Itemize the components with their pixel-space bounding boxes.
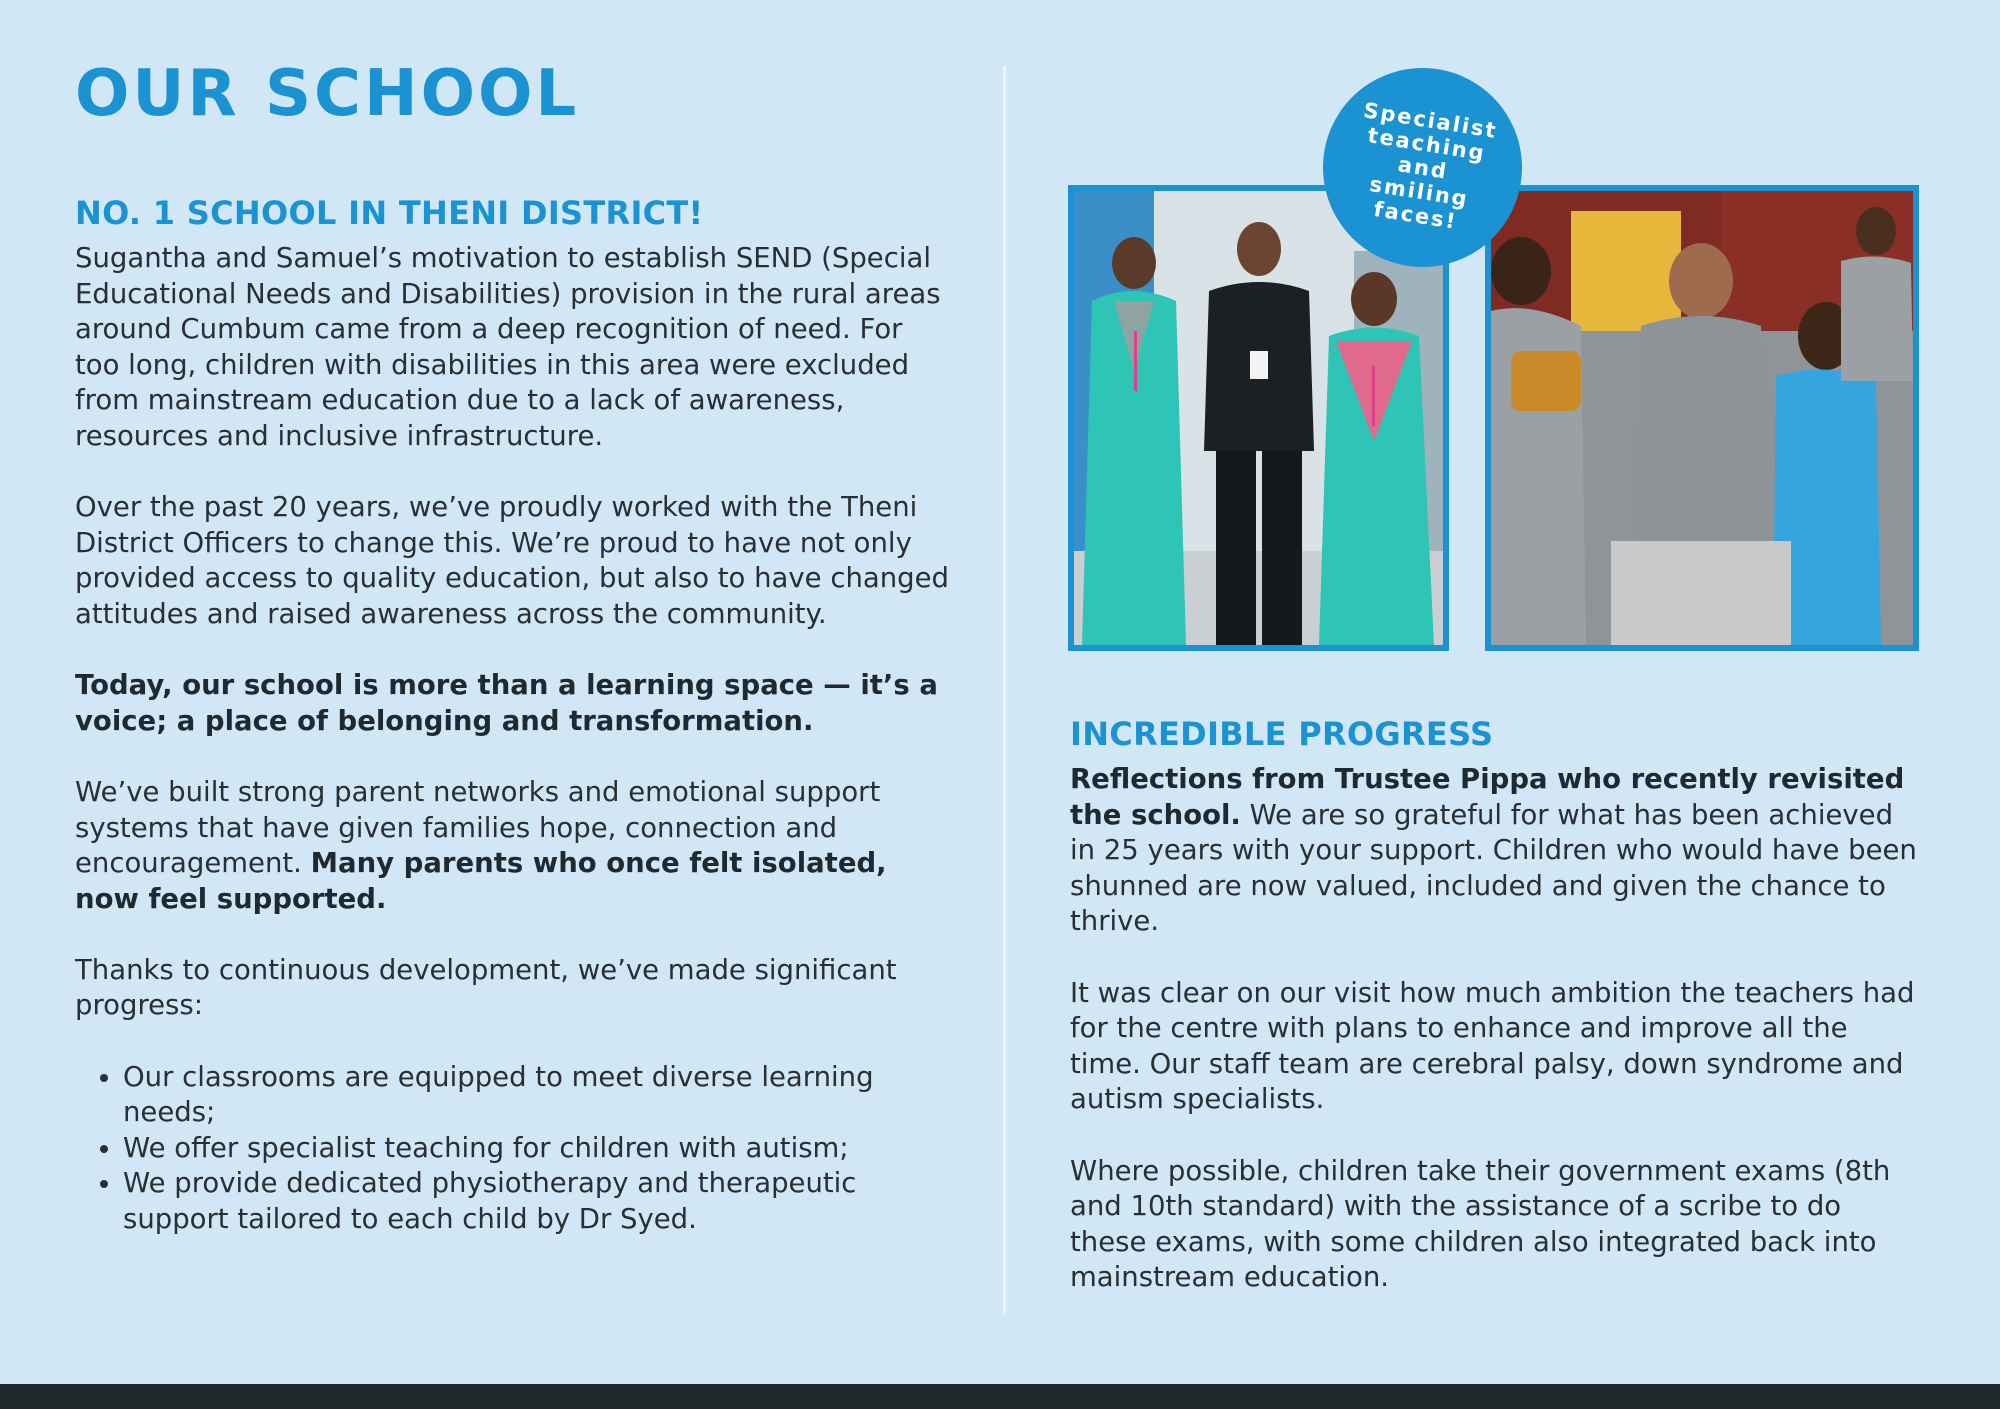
left-paragraph-4 xyxy=(75,775,955,917)
progress-list xyxy=(75,1060,955,1238)
left-column xyxy=(75,193,955,1238)
right-paragraph-3: Where possible, children take their government exams (8th and 10th standard) with the assistance of a scribe to do these exams, with some children also integrated back into mainstream education. xyxy=(1070,1154,1891,1294)
right-paragraph-1 xyxy=(1070,762,1920,940)
left-paragraph-1: Sugantha and Samuel’s motivation to establish SEND (Special Educational Needs and Disabilities) provision in the rural areas around Cumbum came from a deep recognition of need. For too long, children with disabilities in this area were excluded from mainstream education due to a lack of awareness, resources and inclusive infrastructure. xyxy=(75,242,941,452)
right-paragraph-2: It was clear on our visit how much ambition the teachers had for the centre with plans to enhance and improve all the time. Our staff team are cerebral palsy, down syndrome and autism specialists. xyxy=(1070,976,1915,1116)
students-photo-illustration xyxy=(1491,191,1913,645)
left-paragraph-2: Over the past 20 years, we’ve proudly worked with the Theni District Officers to change this. We’re proud to have not only provided access to quality education, but also to have changed attitudes and raised awareness across the community. xyxy=(75,491,949,630)
footer-bar xyxy=(0,1384,2000,1409)
left-paragraph-4-text: We’ve built strong parent networks and emotional support systems that have given families hope, connection and encouragement. xyxy=(75,775,881,880)
left-heading: NO. 1 SCHOOL IN THENI DISTRICT! xyxy=(75,194,704,232)
left-paragraph-3: Today, our school is more than a learning space — it’s a voice; a place of belonging and transformation. xyxy=(75,669,938,737)
right-column xyxy=(1070,714,1920,1332)
right-paragraph-1-bold: Reflections from Trustee Pippa who recently revisited the school. xyxy=(1070,763,1905,831)
left-paragraph-4-bold: Many parents who once felt isolated, now feel supported. xyxy=(75,847,887,915)
list-item: • We provide dedicated physiotherapy and therapeutic support tailored to each child by Dr Syed. xyxy=(123,1166,955,1237)
list-item: • Our classrooms are equipped to meet diverse learning needs; xyxy=(123,1060,955,1131)
list-item: • We offer specialist teaching for children with autism; xyxy=(123,1131,955,1167)
badge-text: Specialist teaching and smiling faces! xyxy=(1361,97,1499,234)
badge xyxy=(1323,68,1522,267)
students-photo xyxy=(1485,185,1919,651)
column-divider xyxy=(1003,66,1006,1313)
right-paragraph-1-text: We are so grateful for what has been achieved in 25 years with your support. Children who would have been shunned are now valued, included and given the chance to thrive. xyxy=(1070,798,1917,938)
right-heading: INCREDIBLE PROGRESS xyxy=(1070,715,1494,753)
left-paragraph-5: Thanks to continuous development, we’ve made significant progress: xyxy=(75,953,897,1022)
page-title: OUR SCHOOL xyxy=(75,57,580,131)
